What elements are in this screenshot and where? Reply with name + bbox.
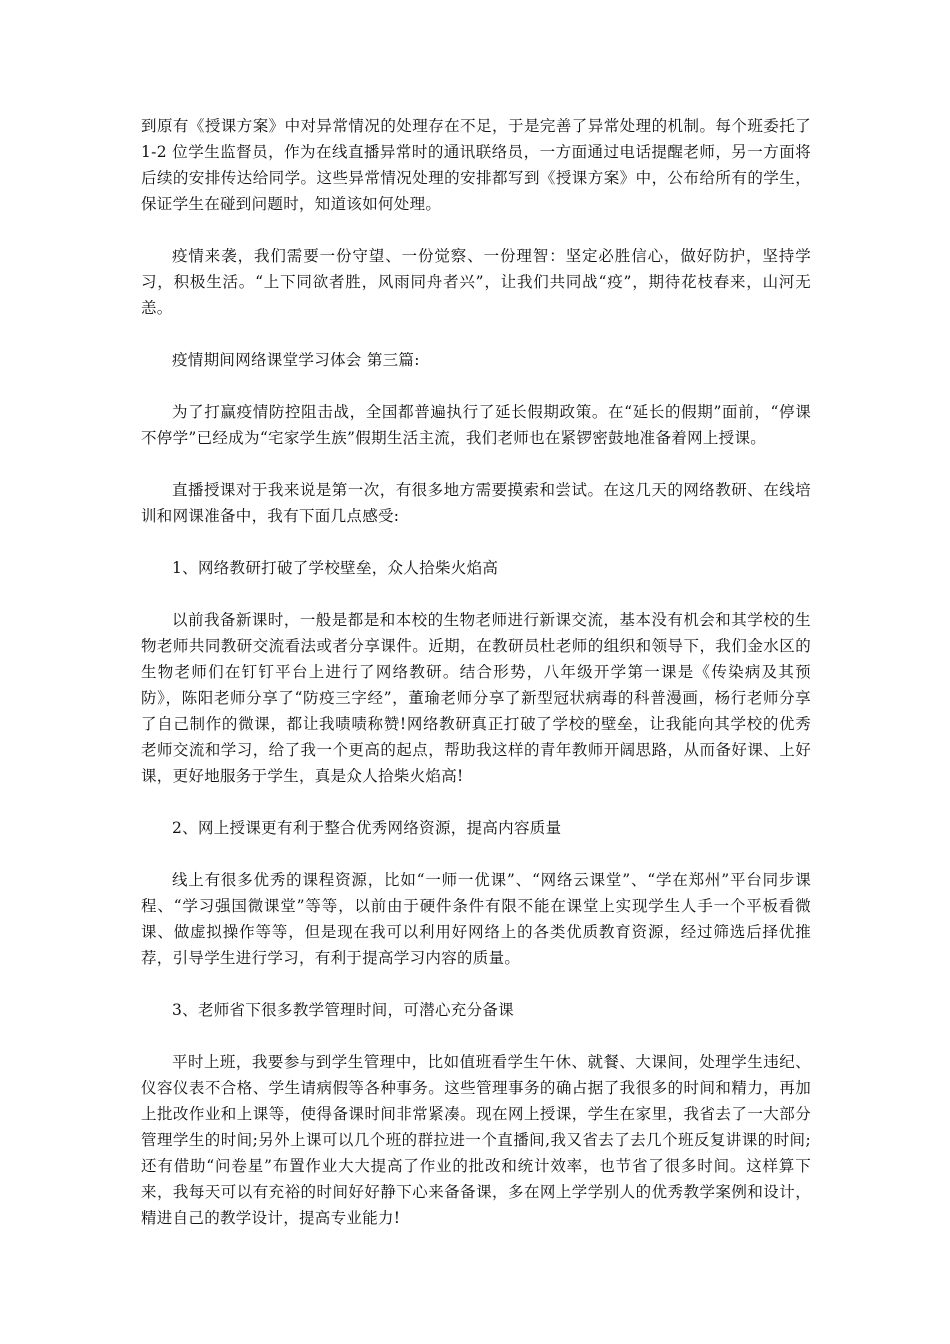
point-3-heading: 3、老师省下很多教学管理时间，可潜心充分备课 — [172, 1001, 514, 1019]
paragraph-3: 为了打赢疫情防控阻击战，全国都普遍执行了延长假期政策。在“延长的假期”面前，“停课不停学”已经成为“宅家学生族”假期生活主流，我们老师也在紧锣密鼓地准备着网上授课。 — [141, 403, 811, 447]
paragraph-4: 直播授课对于我来说是第一次，有很多地方需要摸索和尝试。在这几天的网络教研、在线培训和网课准备中，我有下面几点感受: — [141, 481, 811, 525]
paragraph-10: 平时上班，我要参与到学生管理中，比如值班看学生午休、就餐、大课间，处理学生违纪、仪容仪表不合格、学生请病假等各种事务。这些管理事务的确占据了我很多的时间和精力，再加上批改作业和上课等，使得备课时间非常紧凑。现在网上授课，学生在家里，我省去了一大部分管理学生的时间;另外上课可以几个班的群拉进一个直播间,我又省去了去几个班反复讲课的时间;还有借助“问卷星”布置作业大大提高了作业的批改和统计效率，也节省了很多时间。这样算下来，我每天可以有充裕的时间好好静下心来备备课，多在网上学学别人的优秀教学案例和设计，精进自己的教学设计，提高专业能力! — [141, 1053, 811, 1227]
section-heading: 疫情期间网络课堂学习体会 第三篇: — [172, 351, 420, 369]
paragraph-6: 以前我备新课时，一般是都是和本校的生物老师进行新课交流，基本没有机会和其学校的生物老师共同教研交流看法或者分享课件。近期，在教研员杜老师的组织和领导下，我们金水区的生物老师们在钉钉平台上进行了网络教研。结合形势，八年级开学第一课是《传染病及其预防》，陈阳老师分享了“防疫三字经”，董瑜老师分享了新型冠状病毒的科普漫画，杨行老师分享了自己制作的微课，都让我啧啧称赞!网络教研真正打破了学校的壁垒，让我能向其学校的优秀老师交流和学习，给了我一个更高的起点，帮助我这样的青年教师开阔思路，从而备好课、上好课，更好地服务于学生，真是众人拾柴火焰高! — [141, 611, 811, 785]
point-2-heading: 2、网上授课更有利于整合优秀网络资源，提高内容质量 — [172, 819, 562, 837]
paragraph-0: 到原有《授课方案》中对异常情况的处理存在不足，于是完善了异常处理的机制。每个班委托了 1-2 位学生监督员，作为在线直播异常时的通讯联络员，一方面通过电话提醒老师，另一方面将后续的安排传达给同学。这些异常情况处理的安排都写到《授课方案》中，公布给所有的学生，保证学生在碰到问题时，知道该如何处理。 — [141, 117, 811, 213]
paragraph-1: 疫情来袭，我们需要一份守望、一份觉察、一份理智：坚定必胜信心，做好防护，坚持学习，积极生活。“上下同欲者胜，风雨同舟者兴”，让我们共同战“疫”，期待花枝春来，山河无恙。 — [141, 247, 811, 317]
paragraph-8: 线上有很多优秀的课程资源，比如“一师一优课”、“网络云课堂”、“学在郑州”平台同步课程、“学习强国微课堂”等等，以前由于硬件条件有限不能在课堂上实现学生人手一个平板看微课、做虚拟操作等等，但是现在我可以利用好网络上的各类优质教育资源，经过筛选后择优推荐，引导学生进行学习，有利于提高学习内容的质量。 — [141, 871, 811, 967]
document-body — [141, 113, 811, 1257]
point-1-heading: 1、网络教研打破了学校壁垒，众人拾柴火焰高 — [172, 559, 499, 577]
